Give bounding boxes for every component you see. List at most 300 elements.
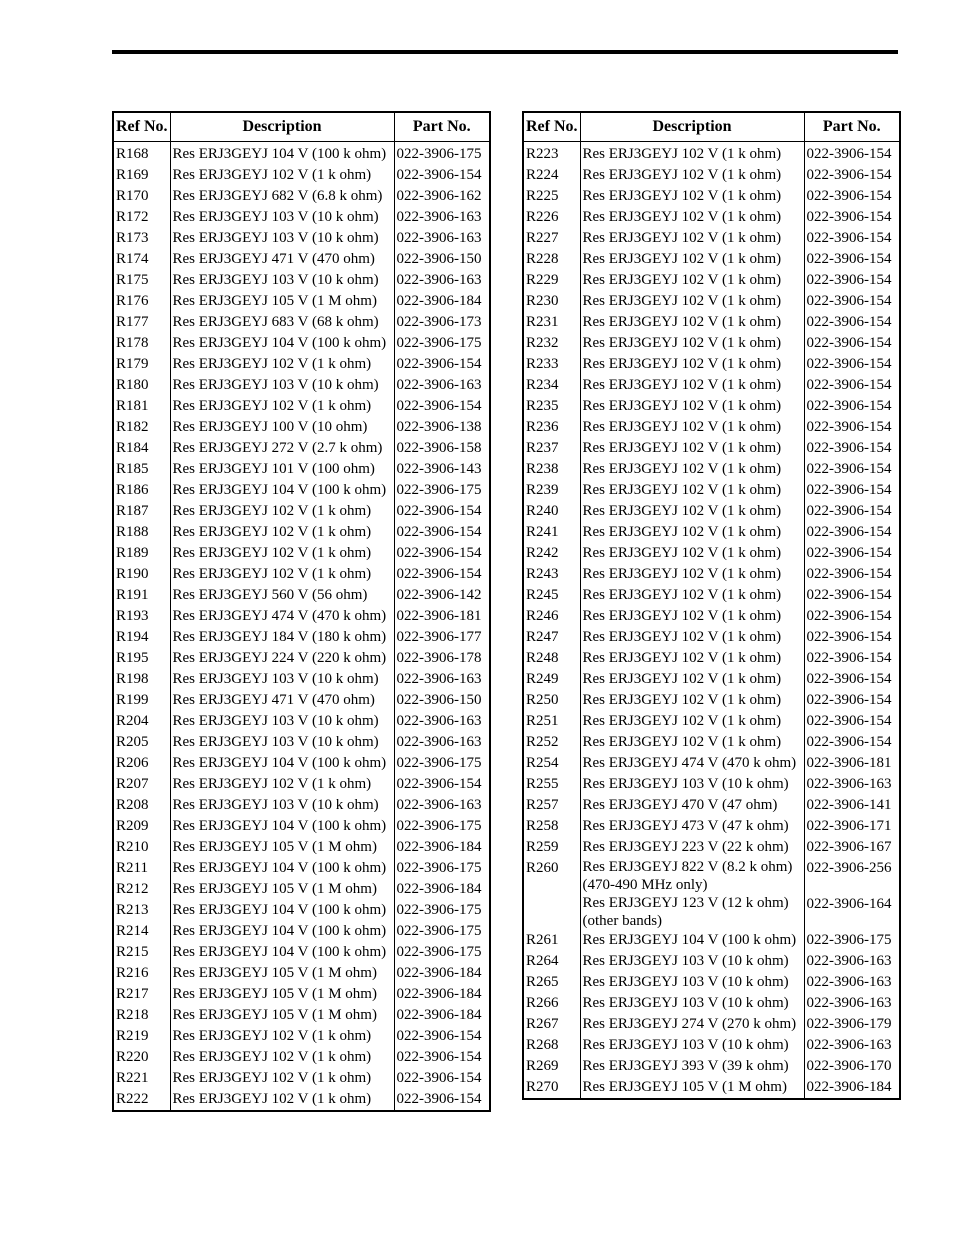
part-no-cell: 022-3906-175 [394, 900, 490, 921]
ref-no-cell: R247 [523, 627, 580, 648]
table-row [523, 930, 900, 951]
table-row [113, 543, 490, 564]
ref-no-cell: R169 [113, 165, 170, 186]
part-no-cell: 022-3906-154 [394, 354, 490, 375]
ref-no-cell: R233 [523, 354, 580, 375]
table-row [113, 501, 490, 522]
table-row [113, 375, 490, 396]
part-no-cell: 022-3906-154 [804, 186, 900, 207]
ref-no-cell: R252 [523, 732, 580, 753]
ref-no-cell: R187 [113, 501, 170, 522]
part-no-cell: 022-3906-154 [394, 774, 490, 795]
description-cell: Res ERJ3GEYJ 104 V (100 k ohm) [170, 942, 394, 963]
table-row [113, 1089, 490, 1111]
ref-no-cell: R264 [523, 951, 580, 972]
description-line: Res ERJ3GEYJ 123 V (12 k ohm) [582, 895, 789, 911]
description-cell: Res ERJ3GEYJ 102 V (1 k ohm) [170, 564, 394, 585]
description-cell: Res ERJ3GEYJ 102 V (1 k ohm) [580, 165, 804, 186]
part-no-cell: 022-3906-175 [394, 921, 490, 942]
description-cell: Res ERJ3GEYJ 223 V (22 k ohm) [580, 837, 804, 858]
table-row [523, 417, 900, 438]
table-row [523, 816, 900, 837]
description-cell: Res ERJ3GEYJ 102 V (1 k ohm) [580, 669, 804, 690]
ref-no-cell: R266 [523, 993, 580, 1014]
table-row [523, 951, 900, 972]
ref-no-cell: R269 [523, 1056, 580, 1077]
part-no-header: Part No. [804, 112, 900, 142]
ref-no-cell: R177 [113, 312, 170, 333]
table-row [113, 1026, 490, 1047]
ref-no-cell: R205 [113, 732, 170, 753]
description-cell: Res ERJ3GEYJ 103 V (10 k ohm) [580, 1035, 804, 1056]
table-row [113, 669, 490, 690]
table-row [113, 858, 490, 879]
description-cell: Res ERJ3GEYJ 105 V (1 M ohm) [170, 963, 394, 984]
table-row [113, 1047, 490, 1068]
description-cell: Res ERJ3GEYJ 184 V (180 k ohm) [170, 627, 394, 648]
description-cell: Res ERJ3GEYJ 102 V (1 k ohm) [580, 270, 804, 291]
ref-no-cell: R232 [523, 333, 580, 354]
top-rule [112, 50, 898, 54]
description-cell: Res ERJ3GEYJ 104 V (100 k ohm) [170, 900, 394, 921]
description-cell: Res ERJ3GEYJ 102 V (1 k ohm) [580, 186, 804, 207]
ref-no-cell: R211 [113, 858, 170, 879]
table-row [523, 732, 900, 753]
description-cell: Res ERJ3GEYJ 104 V (100 k ohm) [170, 142, 394, 166]
ref-no-cell: R217 [113, 984, 170, 1005]
description-cell: Res ERJ3GEYJ 683 V (68 k ohm) [170, 312, 394, 333]
ref-no-cell: R174 [113, 249, 170, 270]
part-no-cell: 022-3906-178 [394, 648, 490, 669]
table-row [523, 858, 900, 894]
table-row [523, 396, 900, 417]
ref-no-cell: R193 [113, 606, 170, 627]
part-no-cell: 022-3906-170 [804, 1056, 900, 1077]
ref-no-cell: R199 [113, 690, 170, 711]
table-row [113, 963, 490, 984]
part-no-cell: 022-3906-154 [394, 1068, 490, 1089]
description-cell: Res ERJ3GEYJ 105 V (1 M ohm) [170, 837, 394, 858]
ref-no-cell: R229 [523, 270, 580, 291]
part-no-cell: 022-3906-154 [804, 312, 900, 333]
ref-no-cell: R191 [113, 585, 170, 606]
description-cell: Res ERJ3GEYJ 103 V (10 k ohm) [170, 228, 394, 249]
description-cell: Res ERJ3GEYJ 103 V (10 k ohm) [170, 669, 394, 690]
part-no-cell: 022-3906-154 [804, 165, 900, 186]
table-row [523, 501, 900, 522]
description-cell: Res ERJ3GEYJ 471 V (470 ohm) [170, 690, 394, 711]
part-no-cell: 022-3906-184 [394, 1005, 490, 1026]
part-no-cell: 022-3906-154 [394, 522, 490, 543]
description-cell: Res ERJ3GEYJ 101 V (100 ohm) [170, 459, 394, 480]
description-cell: Res ERJ3GEYJ 474 V (470 k ohm) [170, 606, 394, 627]
table-row [523, 165, 900, 186]
description-cell: Res ERJ3GEYJ 102 V (1 k ohm) [580, 627, 804, 648]
description-header: Description [580, 112, 804, 142]
description-cell: Res ERJ3GEYJ 103 V (10 k ohm) [170, 711, 394, 732]
part-no-cell: 022-3906-179 [804, 1014, 900, 1035]
header-row [113, 112, 490, 142]
description-cell: Res ERJ3GEYJ 272 V (2.7 k ohm) [170, 438, 394, 459]
ref-no-cell: R189 [113, 543, 170, 564]
part-no-cell: 022-3906-184 [394, 879, 490, 900]
table-row [113, 291, 490, 312]
description-cell: Res ERJ3GEYJ 102 V (1 k ohm) [580, 690, 804, 711]
part-no-cell: 022-3906-163 [394, 228, 490, 249]
table-row [523, 459, 900, 480]
description-cell: Res ERJ3GEYJ 102 V (1 k ohm) [580, 249, 804, 270]
description-cell: Res ERJ3GEYJ 102 V (1 k ohm) [580, 732, 804, 753]
description-cell: Res ERJ3GEYJ 560 V (56 ohm) [170, 585, 394, 606]
table-row [523, 207, 900, 228]
part-no-cell: 022-3906-154 [804, 270, 900, 291]
table-row [113, 480, 490, 501]
description-cell: Res ERJ3GEYJ 102 V (1 k ohm) [580, 291, 804, 312]
ref-no-cell: R235 [523, 396, 580, 417]
table-row [113, 984, 490, 1005]
description-cell: Res ERJ3GEYJ 102 V (1 k ohm) [580, 459, 804, 480]
ref-no-cell: R249 [523, 669, 580, 690]
part-no-cell: 022-3906-141 [804, 795, 900, 816]
table-row [113, 142, 490, 166]
ref-no-cell: R173 [113, 228, 170, 249]
part-no-cell: 022-3906-154 [804, 669, 900, 690]
ref-no-cell: R170 [113, 186, 170, 207]
ref-no-cell: R258 [523, 816, 580, 837]
ref-no-cell: R210 [113, 837, 170, 858]
ref-no-cell: R257 [523, 795, 580, 816]
table-row [113, 564, 490, 585]
ref-no-cell: R236 [523, 417, 580, 438]
part-no-cell: 022-3906-184 [394, 984, 490, 1005]
table-row [523, 312, 900, 333]
description-cell: Res ERJ3GEYJ 103 V (10 k ohm) [580, 993, 804, 1014]
table-row [523, 1014, 900, 1035]
ref-no-cell [523, 894, 580, 930]
description-cell: Res ERJ3GEYJ 102 V (1 k ohm) [170, 1089, 394, 1111]
description-cell: Res ERJ3GEYJ 103 V (10 k ohm) [170, 207, 394, 228]
description-cell: Res ERJ3GEYJ 102 V (1 k ohm) [580, 333, 804, 354]
ref-no-cell: R243 [523, 564, 580, 585]
ref-no-cell: R234 [523, 375, 580, 396]
description-cell: Res ERJ3GEYJ 470 V (47 ohm) [580, 795, 804, 816]
table-row [113, 690, 490, 711]
ref-no-cell: R241 [523, 522, 580, 543]
description-cell [580, 858, 804, 894]
description-cell: Res ERJ3GEYJ 102 V (1 k ohm) [170, 396, 394, 417]
part-no-cell: 022-3906-163 [394, 270, 490, 291]
ref-no-cell: R207 [113, 774, 170, 795]
ref-no-cell: R246 [523, 606, 580, 627]
part-no-cell: 022-3906-154 [394, 1026, 490, 1047]
table-row [523, 894, 900, 930]
description-cell: Res ERJ3GEYJ 105 V (1 M ohm) [170, 984, 394, 1005]
table-row [523, 291, 900, 312]
ref-no-cell: R227 [523, 228, 580, 249]
ref-no-cell: R184 [113, 438, 170, 459]
ref-no-cell: R212 [113, 879, 170, 900]
table-row [113, 627, 490, 648]
ref-no-cell: R180 [113, 375, 170, 396]
part-no-cell: 022-3906-154 [394, 501, 490, 522]
part-no-cell: 022-3906-154 [804, 564, 900, 585]
ref-no-cell: R218 [113, 1005, 170, 1026]
description-cell: Res ERJ3GEYJ 104 V (100 k ohm) [170, 480, 394, 501]
ref-no-cell: R224 [523, 165, 580, 186]
part-no-cell: 022-3906-154 [394, 1089, 490, 1111]
ref-no-cell: R230 [523, 291, 580, 312]
part-no-cell: 022-3906-154 [804, 417, 900, 438]
ref-no-cell: R260 [523, 858, 580, 894]
part-no-cell: 022-3906-175 [394, 753, 490, 774]
table-row [523, 972, 900, 993]
ref-no-cell: R213 [113, 900, 170, 921]
part-no-cell: 022-3906-163 [394, 732, 490, 753]
description-cell: Res ERJ3GEYJ 102 V (1 k ohm) [580, 480, 804, 501]
description-cell: Res ERJ3GEYJ 393 V (39 k ohm) [580, 1056, 804, 1077]
description-cell: Res ERJ3GEYJ 103 V (10 k ohm) [170, 795, 394, 816]
table-row [523, 543, 900, 564]
ref-no-cell: R175 [113, 270, 170, 291]
ref-no-cell: R219 [113, 1026, 170, 1047]
part-no-cell: 022-3906-154 [804, 627, 900, 648]
table-row [523, 795, 900, 816]
description-cell: Res ERJ3GEYJ 102 V (1 k ohm) [580, 522, 804, 543]
description-cell: Res ERJ3GEYJ 474 V (470 k ohm) [580, 753, 804, 774]
table-row [523, 993, 900, 1014]
ref-no-cell: R238 [523, 459, 580, 480]
table-row [113, 186, 490, 207]
description-cell: Res ERJ3GEYJ 473 V (47 k ohm) [580, 816, 804, 837]
ref-no-cell: R198 [113, 669, 170, 690]
description-cell: Res ERJ3GEYJ 104 V (100 k ohm) [170, 333, 394, 354]
description-cell: Res ERJ3GEYJ 471 V (470 ohm) [170, 249, 394, 270]
part-no-cell: 022-3906-184 [394, 291, 490, 312]
table-row [523, 142, 900, 166]
part-no-cell: 022-3906-143 [394, 459, 490, 480]
ref-no-cell: R188 [113, 522, 170, 543]
description-cell: Res ERJ3GEYJ 105 V (1 M ohm) [170, 291, 394, 312]
ref-no-cell: R186 [113, 480, 170, 501]
table-row [113, 942, 490, 963]
description-cell: Res ERJ3GEYJ 105 V (1 M ohm) [170, 1005, 394, 1026]
part-no-cell: 022-3906-154 [394, 1047, 490, 1068]
part-no-cell: 022-3906-154 [804, 396, 900, 417]
part-no-cell: 022-3906-163 [394, 375, 490, 396]
table-row [523, 564, 900, 585]
description-cell: Res ERJ3GEYJ 102 V (1 k ohm) [580, 606, 804, 627]
ref-no-cell: R216 [113, 963, 170, 984]
part-no-cell: 022-3906-154 [804, 606, 900, 627]
table-row [113, 270, 490, 291]
ref-no-cell: R185 [113, 459, 170, 480]
table-row [113, 207, 490, 228]
part-no-cell: 022-3906-154 [394, 543, 490, 564]
part-no-cell: 022-3906-142 [394, 585, 490, 606]
description-note: (other bands) [582, 913, 663, 929]
description-cell: Res ERJ3GEYJ 103 V (10 k ohm) [580, 972, 804, 993]
ref-no-cell: R259 [523, 837, 580, 858]
description-cell: Res ERJ3GEYJ 102 V (1 k ohm) [170, 501, 394, 522]
part-no-cell: 022-3906-154 [804, 690, 900, 711]
ref-no-cell: R267 [523, 1014, 580, 1035]
table-row [113, 900, 490, 921]
description-cell: Res ERJ3GEYJ 102 V (1 k ohm) [170, 354, 394, 375]
part-no-cell: 022-3906-163 [804, 972, 900, 993]
part-no-cell: 022-3906-154 [804, 543, 900, 564]
ref-no-cell: R220 [113, 1047, 170, 1068]
table-row [113, 438, 490, 459]
table-row [523, 837, 900, 858]
ref-no-cell: R190 [113, 564, 170, 585]
description-cell: Res ERJ3GEYJ 105 V (1 M ohm) [580, 1077, 804, 1099]
table-row [523, 690, 900, 711]
description-cell: Res ERJ3GEYJ 102 V (1 k ohm) [580, 711, 804, 732]
ref-no-cell: R181 [113, 396, 170, 417]
part-no-cell: 022-3906-154 [804, 375, 900, 396]
table-row [523, 1035, 900, 1056]
part-no-cell: 022-3906-175 [394, 942, 490, 963]
table-row [523, 627, 900, 648]
part-no-cell: 022-3906-175 [394, 816, 490, 837]
ref-no-cell: R248 [523, 648, 580, 669]
description-cell: Res ERJ3GEYJ 102 V (1 k ohm) [170, 522, 394, 543]
part-no-cell: 022-3906-163 [394, 207, 490, 228]
table-row [523, 774, 900, 795]
table-row [113, 459, 490, 480]
ref-no-cell: R182 [113, 417, 170, 438]
part-no-cell: 022-3906-163 [394, 795, 490, 816]
description-cell: Res ERJ3GEYJ 104 V (100 k ohm) [170, 921, 394, 942]
description-cell: Res ERJ3GEYJ 102 V (1 k ohm) [580, 354, 804, 375]
ref-no-cell: R226 [523, 207, 580, 228]
description-cell: Res ERJ3GEYJ 104 V (100 k ohm) [170, 753, 394, 774]
description-cell: Res ERJ3GEYJ 102 V (1 k ohm) [580, 375, 804, 396]
description-header: Description [170, 112, 394, 142]
ref-no-cell: R194 [113, 627, 170, 648]
ref-no-header: Ref No. [113, 112, 170, 142]
table-row [523, 270, 900, 291]
part-no-cell: 022-3906-154 [394, 564, 490, 585]
table-row [113, 228, 490, 249]
table-row [523, 438, 900, 459]
table-row [113, 417, 490, 438]
part-no-cell: 022-3906-175 [804, 930, 900, 951]
table-row [523, 585, 900, 606]
description-cell: Res ERJ3GEYJ 102 V (1 k ohm) [580, 501, 804, 522]
part-no-cell: 022-3906-154 [804, 228, 900, 249]
description-cell: Res ERJ3GEYJ 102 V (1 k ohm) [580, 417, 804, 438]
part-no-cell: 022-3906-138 [394, 417, 490, 438]
description-cell: Res ERJ3GEYJ 102 V (1 k ohm) [580, 142, 804, 166]
part-no-cell: 022-3906-175 [394, 142, 490, 166]
description-cell: Res ERJ3GEYJ 104 V (100 k ohm) [170, 858, 394, 879]
table-row [113, 354, 490, 375]
part-no-cell: 022-3906-177 [394, 627, 490, 648]
ref-no-cell: R242 [523, 543, 580, 564]
part-no-cell: 022-3906-256 [804, 858, 900, 894]
part-no-cell: 022-3906-181 [804, 753, 900, 774]
table-row [113, 732, 490, 753]
part-no-cell: 022-3906-163 [394, 711, 490, 732]
part-no-cell: 022-3906-154 [804, 354, 900, 375]
table-row [523, 354, 900, 375]
part-no-cell: 022-3906-184 [394, 837, 490, 858]
table-row [523, 1077, 900, 1099]
ref-no-cell: R223 [523, 142, 580, 166]
part-no-cell: 022-3906-163 [804, 951, 900, 972]
part-no-cell: 022-3906-154 [804, 732, 900, 753]
ref-no-cell: R240 [523, 501, 580, 522]
part-no-cell: 022-3906-175 [394, 858, 490, 879]
ref-no-cell: R221 [113, 1068, 170, 1089]
ref-no-cell: R231 [523, 312, 580, 333]
part-no-cell: 022-3906-154 [804, 480, 900, 501]
part-no-cell: 022-3906-163 [804, 774, 900, 795]
description-cell: Res ERJ3GEYJ 102 V (1 k ohm) [580, 648, 804, 669]
description-cell: Res ERJ3GEYJ 102 V (1 k ohm) [580, 585, 804, 606]
part-no-cell: 022-3906-154 [804, 249, 900, 270]
table-row [113, 333, 490, 354]
part-no-cell: 022-3906-163 [394, 669, 490, 690]
part-no-cell: 022-3906-167 [804, 837, 900, 858]
ref-no-cell: R250 [523, 690, 580, 711]
part-no-cell: 022-3906-154 [804, 438, 900, 459]
ref-no-cell: R179 [113, 354, 170, 375]
ref-no-cell: R239 [523, 480, 580, 501]
table-row [523, 375, 900, 396]
part-no-cell: 022-3906-184 [804, 1077, 900, 1099]
ref-no-cell: R228 [523, 249, 580, 270]
table-row [113, 816, 490, 837]
ref-no-cell: R172 [113, 207, 170, 228]
parts-table-left [112, 111, 491, 1112]
description-cell: Res ERJ3GEYJ 102 V (1 k ohm) [580, 438, 804, 459]
table-row [113, 774, 490, 795]
part-no-cell: 022-3906-154 [804, 333, 900, 354]
part-no-cell: 022-3906-154 [804, 142, 900, 166]
part-no-cell: 022-3906-154 [804, 501, 900, 522]
ref-no-cell: R176 [113, 291, 170, 312]
table-row [113, 165, 490, 186]
table-row [523, 249, 900, 270]
description-cell: Res ERJ3GEYJ 103 V (10 k ohm) [580, 774, 804, 795]
description-cell: Res ERJ3GEYJ 102 V (1 k ohm) [170, 1026, 394, 1047]
description-cell: Res ERJ3GEYJ 102 V (1 k ohm) [170, 165, 394, 186]
ref-no-cell: R237 [523, 438, 580, 459]
part-no-cell: 022-3906-154 [804, 522, 900, 543]
table-row [523, 711, 900, 732]
table-row [113, 879, 490, 900]
description-cell: Res ERJ3GEYJ 104 V (100 k ohm) [580, 930, 804, 951]
ref-no-cell: R178 [113, 333, 170, 354]
part-no-cell: 022-3906-154 [804, 585, 900, 606]
description-cell: Res ERJ3GEYJ 103 V (10 k ohm) [580, 951, 804, 972]
table-row [113, 249, 490, 270]
table-row [113, 1068, 490, 1089]
table-row [113, 753, 490, 774]
part-no-cell: 022-3906-154 [394, 165, 490, 186]
part-no-cell: 022-3906-150 [394, 249, 490, 270]
part-no-cell: 022-3906-154 [804, 459, 900, 480]
table-row [113, 711, 490, 732]
table-row [523, 606, 900, 627]
description-cell: Res ERJ3GEYJ 102 V (1 k ohm) [170, 1047, 394, 1068]
description-line: Res ERJ3GEYJ 822 V (8.2 k ohm) [582, 859, 793, 875]
description-cell: Res ERJ3GEYJ 102 V (1 k ohm) [580, 312, 804, 333]
part-no-cell: 022-3906-154 [804, 207, 900, 228]
table-row [523, 186, 900, 207]
